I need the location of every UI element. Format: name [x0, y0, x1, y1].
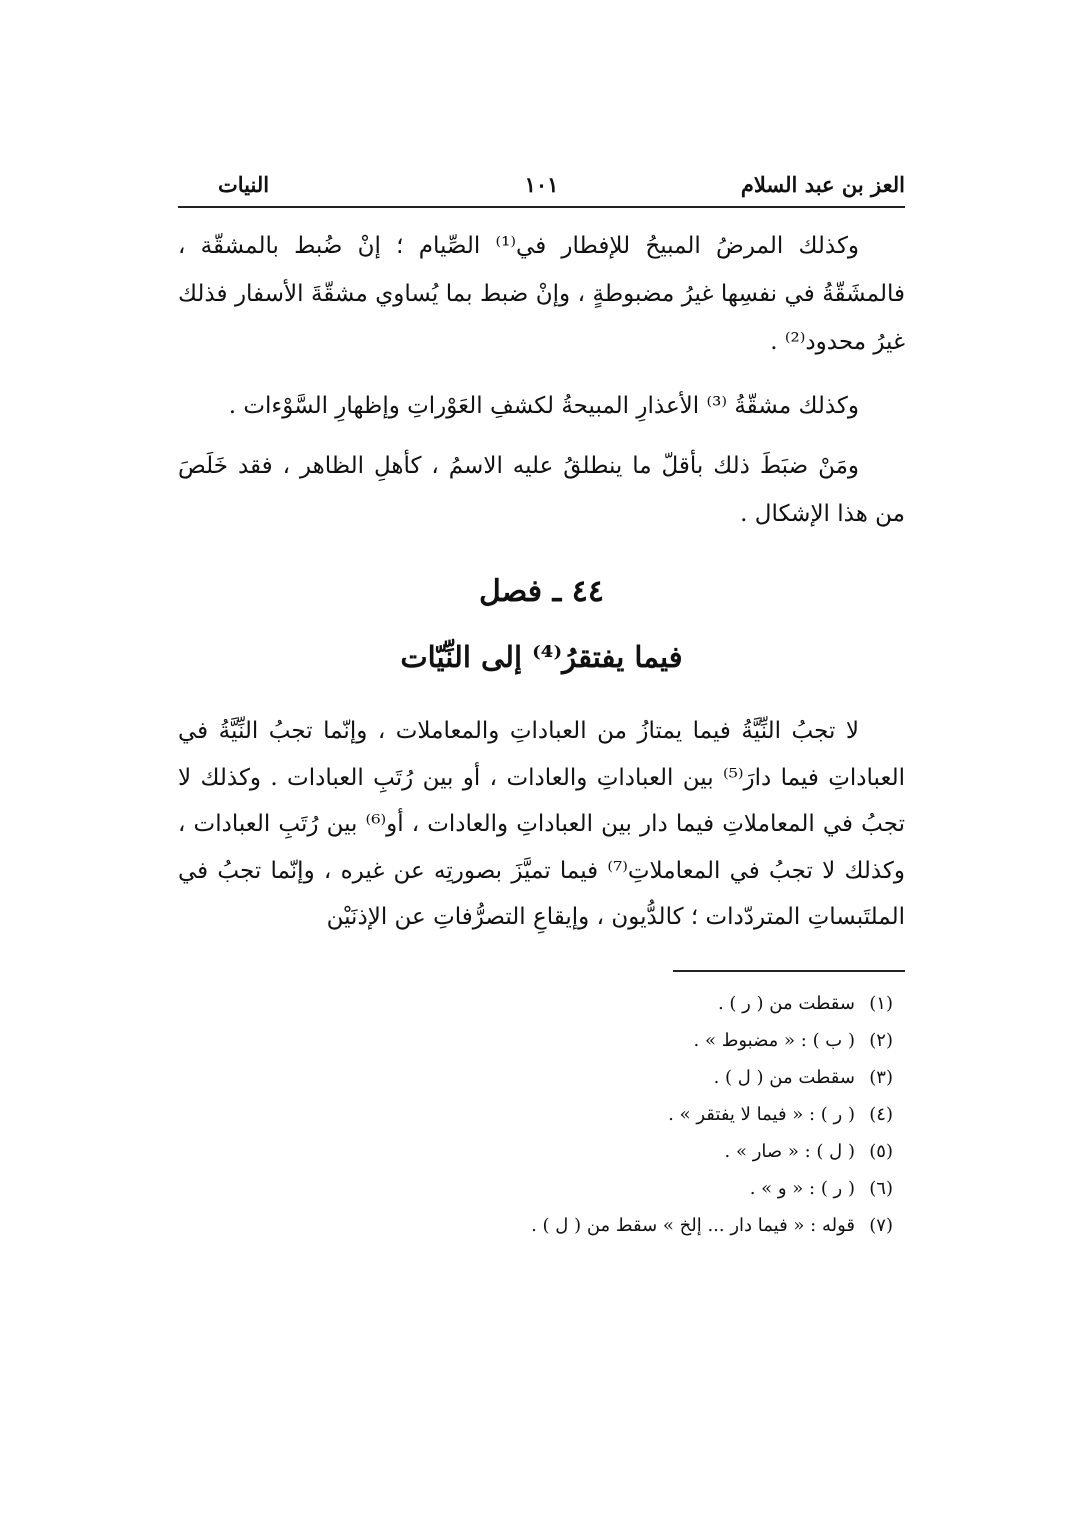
footnotes-list — [531, 985, 893, 1244]
footnote-number: (٤) — [869, 1104, 893, 1125]
footnote-item — [531, 985, 893, 1022]
chapter-subtitle: فيما يفتقرُ⁽⁴⁾ إلى النِّيّات — [400, 640, 683, 674]
header-author: العز بن عبد السلام — [740, 172, 905, 197]
footnote-text: سقطت من ( ر ) . — [717, 993, 855, 1014]
footnote-text: قوله : « فيما دار ... إلخ » سقط من ( ل ) . — [531, 1215, 855, 1236]
footnote-text: ( ب ) : « مضبوط » . — [693, 1030, 855, 1051]
footnote-number: (٥) — [869, 1141, 893, 1162]
body-text-top — [178, 222, 905, 554]
footnote-number: (٢) — [869, 1030, 893, 1051]
header-section-title: النيات — [218, 172, 270, 197]
footnote-item — [531, 1133, 893, 1170]
footnote-item — [531, 1096, 893, 1133]
footnote-text: ( ل ) : « صار » . — [724, 1141, 855, 1162]
paragraph-1: وكذلك المرضُ المبيحُ للإفطار في⁽¹⁾ الصِّيام ؛ إنْ ضُبط بالمشقّة ، فالمشَقّةُ في نفسِها غيرُ مضبوطةٍ ، وإنْ ضبط بما يُساوي مشقّةَ الأسفار فذلك غيرُ محدود⁽²⁾ . — [178, 233, 905, 355]
footnote-text: ( ر ) : « و » . — [749, 1178, 855, 1199]
paragraph-2: وكذلك مشقّةُ ⁽³⁾ الأعذارِ المبيحةُ لكشفِ العَوْراتِ وإظهارِ السَّوْءات . — [228, 393, 859, 419]
chapter-title: ٤٤ ـ فصل — [479, 574, 604, 609]
footnote-number: (٣) — [869, 1067, 893, 1088]
footnote-item — [531, 1207, 893, 1244]
footnote-item — [531, 1170, 893, 1207]
footnote-text: ( ر ) : « فيما لا يفتقر » . — [668, 1104, 855, 1125]
footnote-item — [531, 1022, 893, 1059]
paragraph-4: لا تجبُ النِّيَّةُ فيما يمتازُ من العباداتِ والمعاملات ، وإنّما تجبُ النِّيَّةُ في العباداتِ فيما دارَ⁽⁵⁾ بين العباداتِ والعادات ، أو بين رُتَبِ العبادات . وكذلك لا تجبُ في المعاملاتِ فيما دار بين العباداتِ والعادات ، أو⁽⁶⁾ بين رُتَبِ العبادات ، وكذلك لا تجبُ في المعاملاتِ⁽⁷⁾ فيما تميَّزَ بصورتِه عن غيره ، وإنّما تجبُ في الملتَبساتِ المتردّدات ؛ كالدُّيون ، وإيقاعِ التصرُّفاتِ عن الإذنَيْن — [178, 718, 905, 930]
footnote-number: (٧) — [869, 1215, 893, 1236]
footnote-item — [531, 1059, 893, 1096]
running-header — [178, 170, 905, 208]
footnote-number: (٦) — [869, 1178, 893, 1199]
body-text-bottom — [178, 708, 905, 957]
footnote-text: سقطت من ( ل ) . — [713, 1067, 855, 1088]
book-page — [178, 0, 905, 1518]
page-number: ١٠١ — [524, 172, 559, 197]
paragraph-3: ومَنْ ضبَطَ ذلك بأقلّ ما ينطلقُ عليه الاسمُ ، كأهلِ الظاهر ، فقد خَلَصَ من هذا الإشكال . — [178, 453, 905, 527]
footnote-divider — [673, 970, 905, 972]
footnote-number: (١) — [869, 993, 893, 1014]
